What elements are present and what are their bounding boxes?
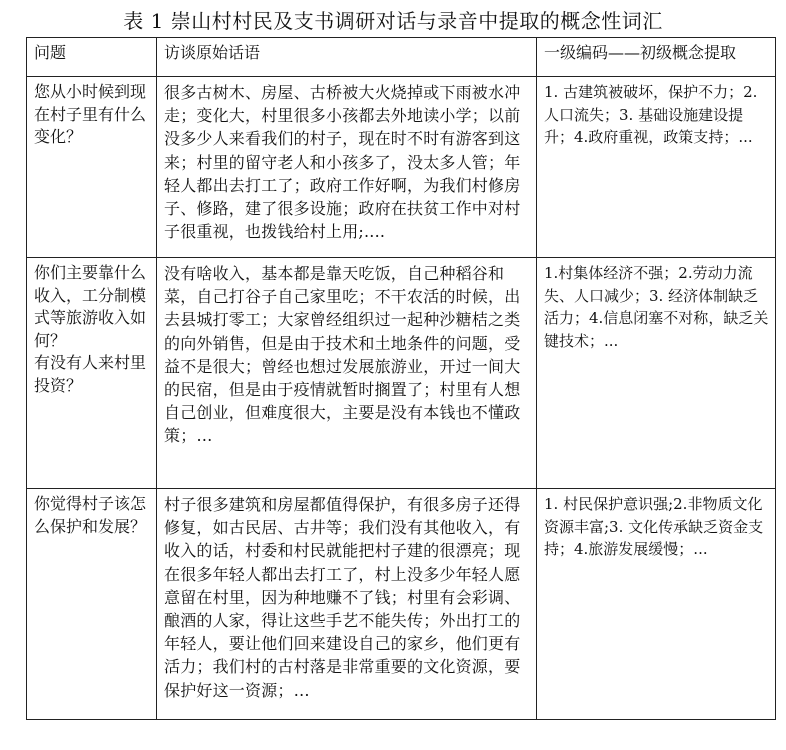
question-text: 您从小时候到现在村子里有什么变化？ (34, 82, 147, 146)
transcript-cell: 村子很多建筑和房屋都值得保护，有很多房子还得修复，如古民居、古井等；我们没有其他收入，有收入的话，村委和村民就能把村子建的很漂亮；现在很多年轻人都出去打工了，村上没多少年轻人愿意留在村里，因为种地赚不了钱；村里有会彩调、酿酒的人家，得让这些手艺不能失传；外出打工的年轻人，要让他们回来建设自己的家乡，他们更有活力；我们村的古村落是非常重要的文化资源，要保护好这一资源；… (157, 489, 537, 720)
question-cell (27, 489, 157, 720)
header-transcript: 访谈原始话语 (157, 38, 537, 77)
table-header-row (27, 38, 776, 77)
header-coding: 一级编码——初级概念提取 (537, 38, 776, 77)
table-row (27, 258, 776, 489)
table-row (27, 489, 776, 720)
question-text: 你们主要靠什么收入，工分制模式等旅游收入如何？ (34, 263, 147, 350)
transcript-cell: 很多古树木、房屋、古桥被大火烧掉或下雨被水冲走；变化大，村里很多小孩都去外地读小学；以前没多少人来看我们的村子，现在时不时有游客到这来；村里的留守老人和小孩多了，没太多人管；年轻人都出去打工了；政府工作好啊，为我们村修房子、修路，建了很多设施；政府在扶贫工作中对村子很重视，也拨钱给村上用;.... (157, 77, 537, 258)
question-cell (27, 77, 157, 258)
coding-cell: 1.村集体经济不强；2.劳动力流失、人口减少；3. 经济体制缺乏活力；4.信息闭塞不对称，缺乏关键技术；... (537, 258, 776, 489)
header-question: 问题 (27, 38, 157, 77)
interview-coding-table (26, 37, 776, 720)
question-text: 有没有人来村里投资？ (34, 353, 147, 395)
table-caption: 表 1 崇山村村民及支书调研对话与录音中提取的概念性词汇 (123, 9, 663, 33)
question-text: 你觉得村子该怎么保护和发展？ (34, 494, 147, 536)
table-row (27, 77, 776, 258)
transcript-cell: 没有啥收入，基本都是靠天吃饭，自己种稻谷和菜，自己打谷子自己家里吃；不干农活的时候，出去县城打零工；大家曾经组织过一起种沙糖桔之类的向外销售，但是由于技术和土地条件的问题，受益不是很大；曾经也想过发展旅游业，开过一间大的民宿，但是由于疫情就暂时搁置了；村里有人想自己创业，但难度很大，主要是没有本钱也不懂政策；… (157, 258, 537, 489)
question-cell (27, 258, 157, 489)
coding-cell: 1. 村民保护意识强;2.非物质文化资源丰富;3. 文化传承缺乏资金支持；4.旅游发展缓慢；... (537, 489, 776, 720)
coding-cell: 1. 古建筑被破坏，保护不力；2. 人口流失；3. 基础设施建设提升；4.政府重视，政策支持；... (537, 77, 776, 258)
